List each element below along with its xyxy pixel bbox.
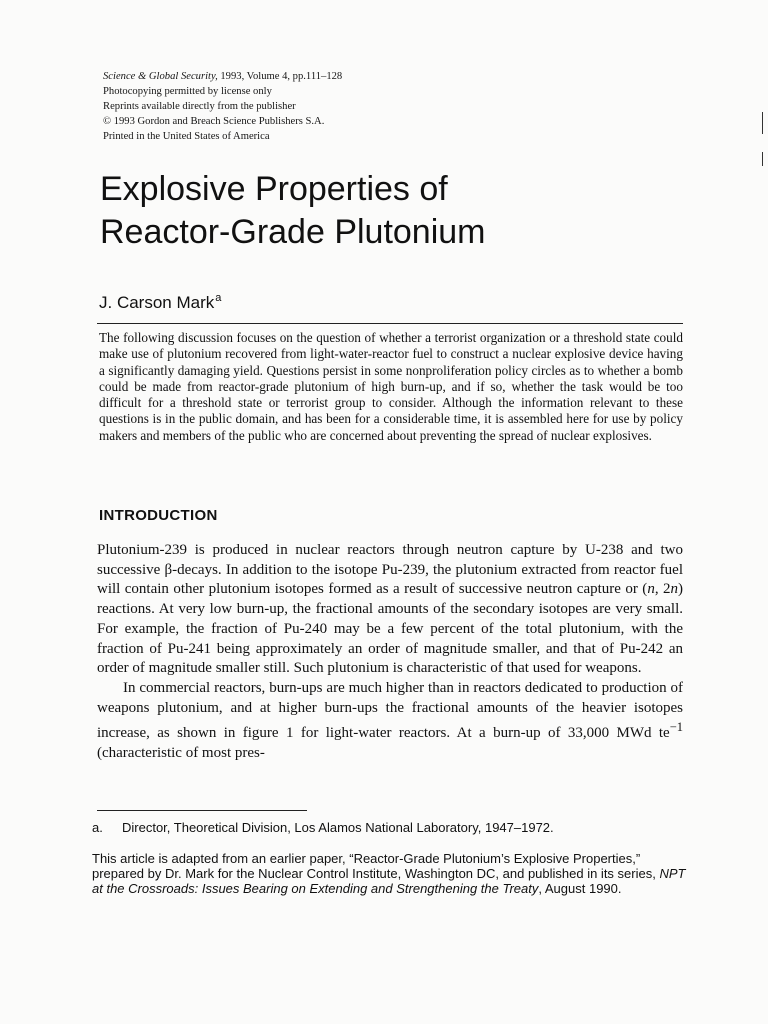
journal-citation: 1993, Volume 4, pp.111–128: [217, 71, 343, 82]
title-line-2: Reactor-Grade Plutonium: [100, 213, 486, 251]
author-footnote-marker: a: [215, 292, 222, 304]
header-line-copyright: © 1993 Gordon and Breach Science Publishers S.A.: [103, 116, 325, 127]
paragraph-1-italic-n2: n: [670, 581, 678, 598]
footnote-marker: a.: [92, 820, 103, 835]
footnote-divider: [97, 810, 307, 811]
header-line-permission: Photocopying permitted by license only: [103, 86, 272, 97]
journal-name: Science & Global Security,: [103, 71, 218, 82]
body-paragraph-1: [97, 541, 683, 679]
note-series-title: NPT at the Crossroads: Issues Bearing on Extending and Strengthening the Treaty: [92, 866, 686, 897]
paragraph-1-text-b: , 2: [654, 581, 671, 598]
adaptation-note: [92, 851, 692, 897]
journal-citation-line: [103, 69, 483, 84]
note-text-a: This article is adapted from an earlier paper, “Reactor-Grade Plutonium’s Explosive Properties,” prepared by Dr. Mark for the Nuclear Control Institute, Washington DC, and published in its series,: [92, 851, 660, 882]
title-line-1: Explosive Properties of: [100, 170, 448, 208]
paragraph-1-text-c: ) reactions. At very low burn-up, the fractional amounts of the secondary isotopes are very small. For example, the fraction of Pu-240 may be a few percent of the total plutonium, with the fraction of Pu-241 being approximately an order of magnitude smaller, and that of Pu-242 an order of magnitude smaller still. Such plutonium is characteristic of that used for weapons.: [97, 581, 683, 677]
journal-header: [103, 69, 483, 144]
body-paragraph-2: [97, 679, 683, 764]
scan-artifact-mark: [762, 152, 763, 166]
abstract: The following discussion focuses on the question of whether a terrorist organization or a threshold state could make use of plutonium recovered from light-water-reactor fuel to construct a nuclear explosive device having a significantly damaging yield. Questions persist in some nonproliferation policy circles as to whether a bomb could be made from reactor-grade plutonium of high burn-up, and if so, whether the task would be too difficult for a threshold state or terrorist group to consider. Although the information relevant to these questions is in the public domain, and has been for a considerable time, it is assembled here for use by policy makers and members of the public who are concerned about preventing the spread of nuclear explosives.: [99, 330, 683, 443]
author-divider: [97, 323, 683, 324]
paragraph-2-text-b: (characteristic of most pres-: [97, 745, 265, 762]
body-text: [97, 541, 683, 764]
note-text-b: , August 1990.: [538, 881, 622, 897]
header-line-printed: Printed in the United States of America: [103, 131, 270, 142]
author-name: [99, 292, 221, 313]
author-footnote: [92, 820, 682, 835]
paragraph-1-italic-n: n: [647, 581, 655, 598]
author-name-text: J. Carson Mark: [99, 293, 215, 312]
scan-artifact-mark: [762, 112, 763, 134]
header-line-reprints: Reprints available directly from the publisher: [103, 101, 296, 112]
section-heading-introduction: INTRODUCTION: [99, 507, 218, 524]
paragraph-2-superscript: −1: [669, 720, 683, 735]
footnote-text: Director, Theoretical Division, Los Alamos National Laboratory, 1947–1972.: [122, 820, 554, 835]
paper-title: [100, 168, 700, 254]
paragraph-2-text-a: In commercial reactors, burn-ups are much higher than in reactors dedicated to production of weapons plutonium, and at higher burn-ups the fractional amounts of the heavier isotopes increase, as shown in figure 1 for light-water reactors. At a burn-up of 33,000 MWd te: [97, 679, 683, 742]
paragraph-1-text-a: Plutonium-239 is produced in nuclear reactors through neutron capture by U-238 and two successive β-decays. In addition to the isotope Pu-239, the plutonium extracted from reactor fuel will contain other plutonium isotopes formed as a result of successive neutron capture or (: [97, 542, 683, 598]
